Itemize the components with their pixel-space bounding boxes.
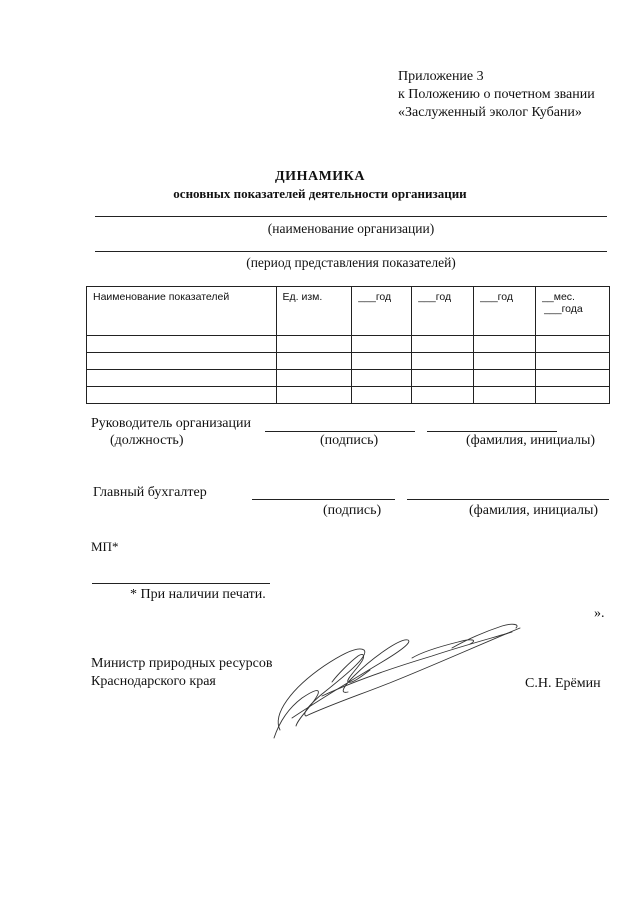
minister-title-line1: Министр природных ресурсов	[91, 656, 273, 671]
org-name-line	[95, 216, 607, 217]
table-row	[87, 370, 610, 387]
header-months	[536, 287, 610, 336]
accountant-signature-line	[252, 499, 395, 500]
head-name-caption: (фамилия, инициалы)	[466, 433, 596, 448]
closing-quote: ».	[594, 606, 605, 621]
appendix-block	[398, 68, 595, 122]
stamp-placeholder: МП*	[91, 539, 119, 554]
appendix-award-title: «Заслуженный эколог Кубани»	[398, 105, 582, 120]
accountant-name-line	[407, 499, 609, 500]
header-months-line1: __мес.	[542, 291, 575, 303]
head-position-caption: (должность)	[110, 433, 184, 448]
head-label: Руководитель организации	[91, 416, 251, 431]
table-header-row	[87, 287, 610, 336]
document-subtitle: основных показателей деятельности организации	[173, 186, 467, 201]
appendix-reference: к Положению о почетном звании	[398, 87, 595, 102]
header-year-1: ___год	[352, 287, 412, 336]
header-indicator-name: Наименование показателей	[87, 287, 277, 336]
head-signature-caption: (подпись)	[320, 433, 379, 448]
header-year-3: ___год	[474, 287, 536, 336]
period-caption: (период представления показателей)	[246, 255, 456, 270]
indicators-table	[86, 286, 610, 404]
minister-name: С.Н. Ерёмин	[525, 676, 601, 691]
head-position-line	[265, 431, 415, 432]
document-title: ДИНАМИКА	[275, 169, 365, 184]
period-line	[95, 251, 607, 252]
accountant-signature-caption: (подпись)	[323, 503, 382, 518]
header-year-2: ___год	[412, 287, 474, 336]
table-row	[87, 387, 610, 404]
header-months-line2: ___года	[544, 303, 583, 315]
accountant-name-caption: (фамилия, инициалы)	[469, 503, 599, 518]
header-unit: Ед. изм.	[276, 287, 352, 336]
accountant-label: Главный бухгалтер	[93, 485, 207, 500]
footnote-separator	[92, 583, 270, 584]
org-name-caption: (наименование организации)	[267, 221, 435, 236]
table-row	[87, 353, 610, 370]
handwritten-signature	[262, 618, 527, 743]
minister-title-line2: Краснодарского края	[91, 674, 216, 689]
footnote-text: * При наличии печати.	[130, 587, 266, 602]
appendix-number: Приложение 3	[398, 69, 484, 84]
table-row	[87, 336, 610, 353]
head-name-line	[427, 431, 557, 432]
